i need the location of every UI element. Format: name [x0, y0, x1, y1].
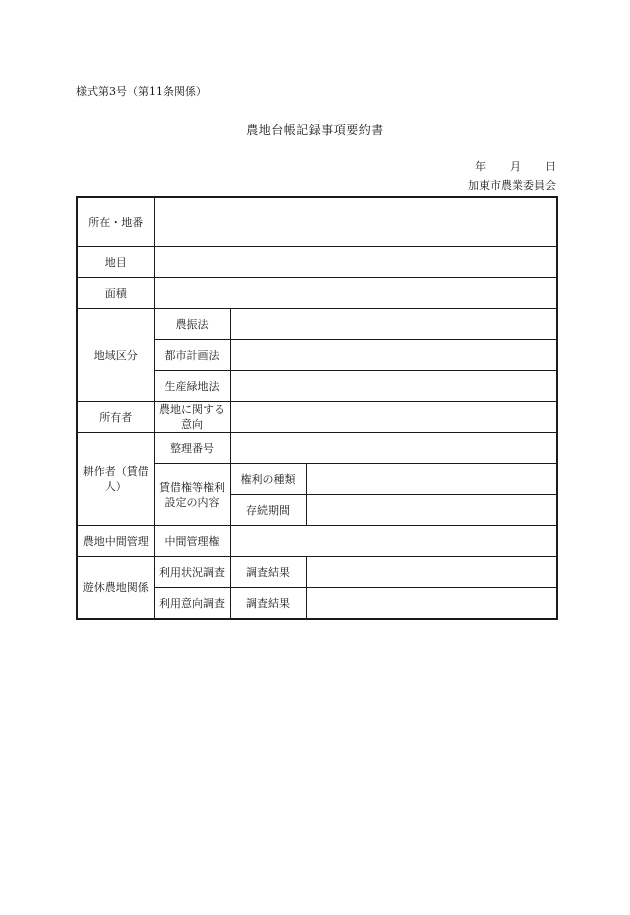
duration-label: 存続期間 — [230, 495, 306, 526]
issuer-name: 加東市農業委員会 — [468, 179, 556, 192]
intention-survey-result-label: 調査結果 — [230, 588, 306, 620]
green-zone-value — [230, 371, 557, 402]
area-label: 面積 — [77, 278, 154, 309]
table-row — [77, 433, 557, 464]
management-number-label: 整理番号 — [154, 433, 230, 464]
location-value — [154, 197, 557, 247]
city-planning-label: 都市計画法 — [154, 340, 230, 371]
location-label: 所在・地番 — [77, 197, 154, 247]
intention-survey-label: 利用意向調査 — [154, 588, 230, 620]
usage-survey-label: 利用状況調査 — [154, 557, 230, 588]
owner-intention-label: 農地に関する意向 — [154, 402, 230, 433]
intermediary-label: 農地中間管理 — [77, 526, 154, 557]
city-planning-value — [230, 340, 557, 371]
owner-intention-value — [230, 402, 557, 433]
table-row — [77, 402, 557, 433]
table-row — [77, 197, 557, 247]
form-number: 様式第3号（第11条関係） — [76, 85, 207, 98]
land-category-label: 地目 — [77, 247, 154, 278]
land-category-value — [154, 247, 557, 278]
table-row — [77, 278, 557, 309]
agri-promotion-value — [230, 309, 557, 340]
right-type-value — [306, 464, 557, 495]
owner-label: 所有者 — [77, 402, 154, 433]
intermediary-right-value — [230, 526, 557, 557]
area-value — [154, 278, 557, 309]
date-line — [475, 158, 556, 174]
right-type-label: 権利の種類 — [230, 464, 306, 495]
cultivator-label: 耕作者（賃借人） — [77, 433, 154, 526]
table-row — [77, 526, 557, 557]
zoning-label: 地域区分 — [77, 309, 154, 402]
usage-survey-result-label: 調査結果 — [230, 557, 306, 588]
usage-survey-result-value — [306, 557, 557, 588]
agri-promotion-label: 農振法 — [154, 309, 230, 340]
date-year-label: 年 — [475, 160, 486, 173]
green-zone-label: 生産緑地法 — [154, 371, 230, 402]
intermediary-right-label: 中間管理権 — [154, 526, 230, 557]
table-row — [77, 309, 557, 340]
idle-land-label: 遊休農地関係 — [77, 557, 154, 620]
table-row — [77, 557, 557, 588]
date-day-label: 日 — [545, 160, 556, 173]
date-month-label: 月 — [510, 160, 521, 173]
management-number-value — [230, 433, 557, 464]
intention-survey-result-value — [306, 588, 557, 620]
duration-value — [306, 495, 557, 526]
document-title: 農地台帳記録事項要約書 — [246, 123, 384, 137]
table-row — [77, 247, 557, 278]
lease-rights-label: 賃借権等権利設定の内容 — [154, 464, 230, 526]
farmland-register-table — [76, 196, 558, 620]
